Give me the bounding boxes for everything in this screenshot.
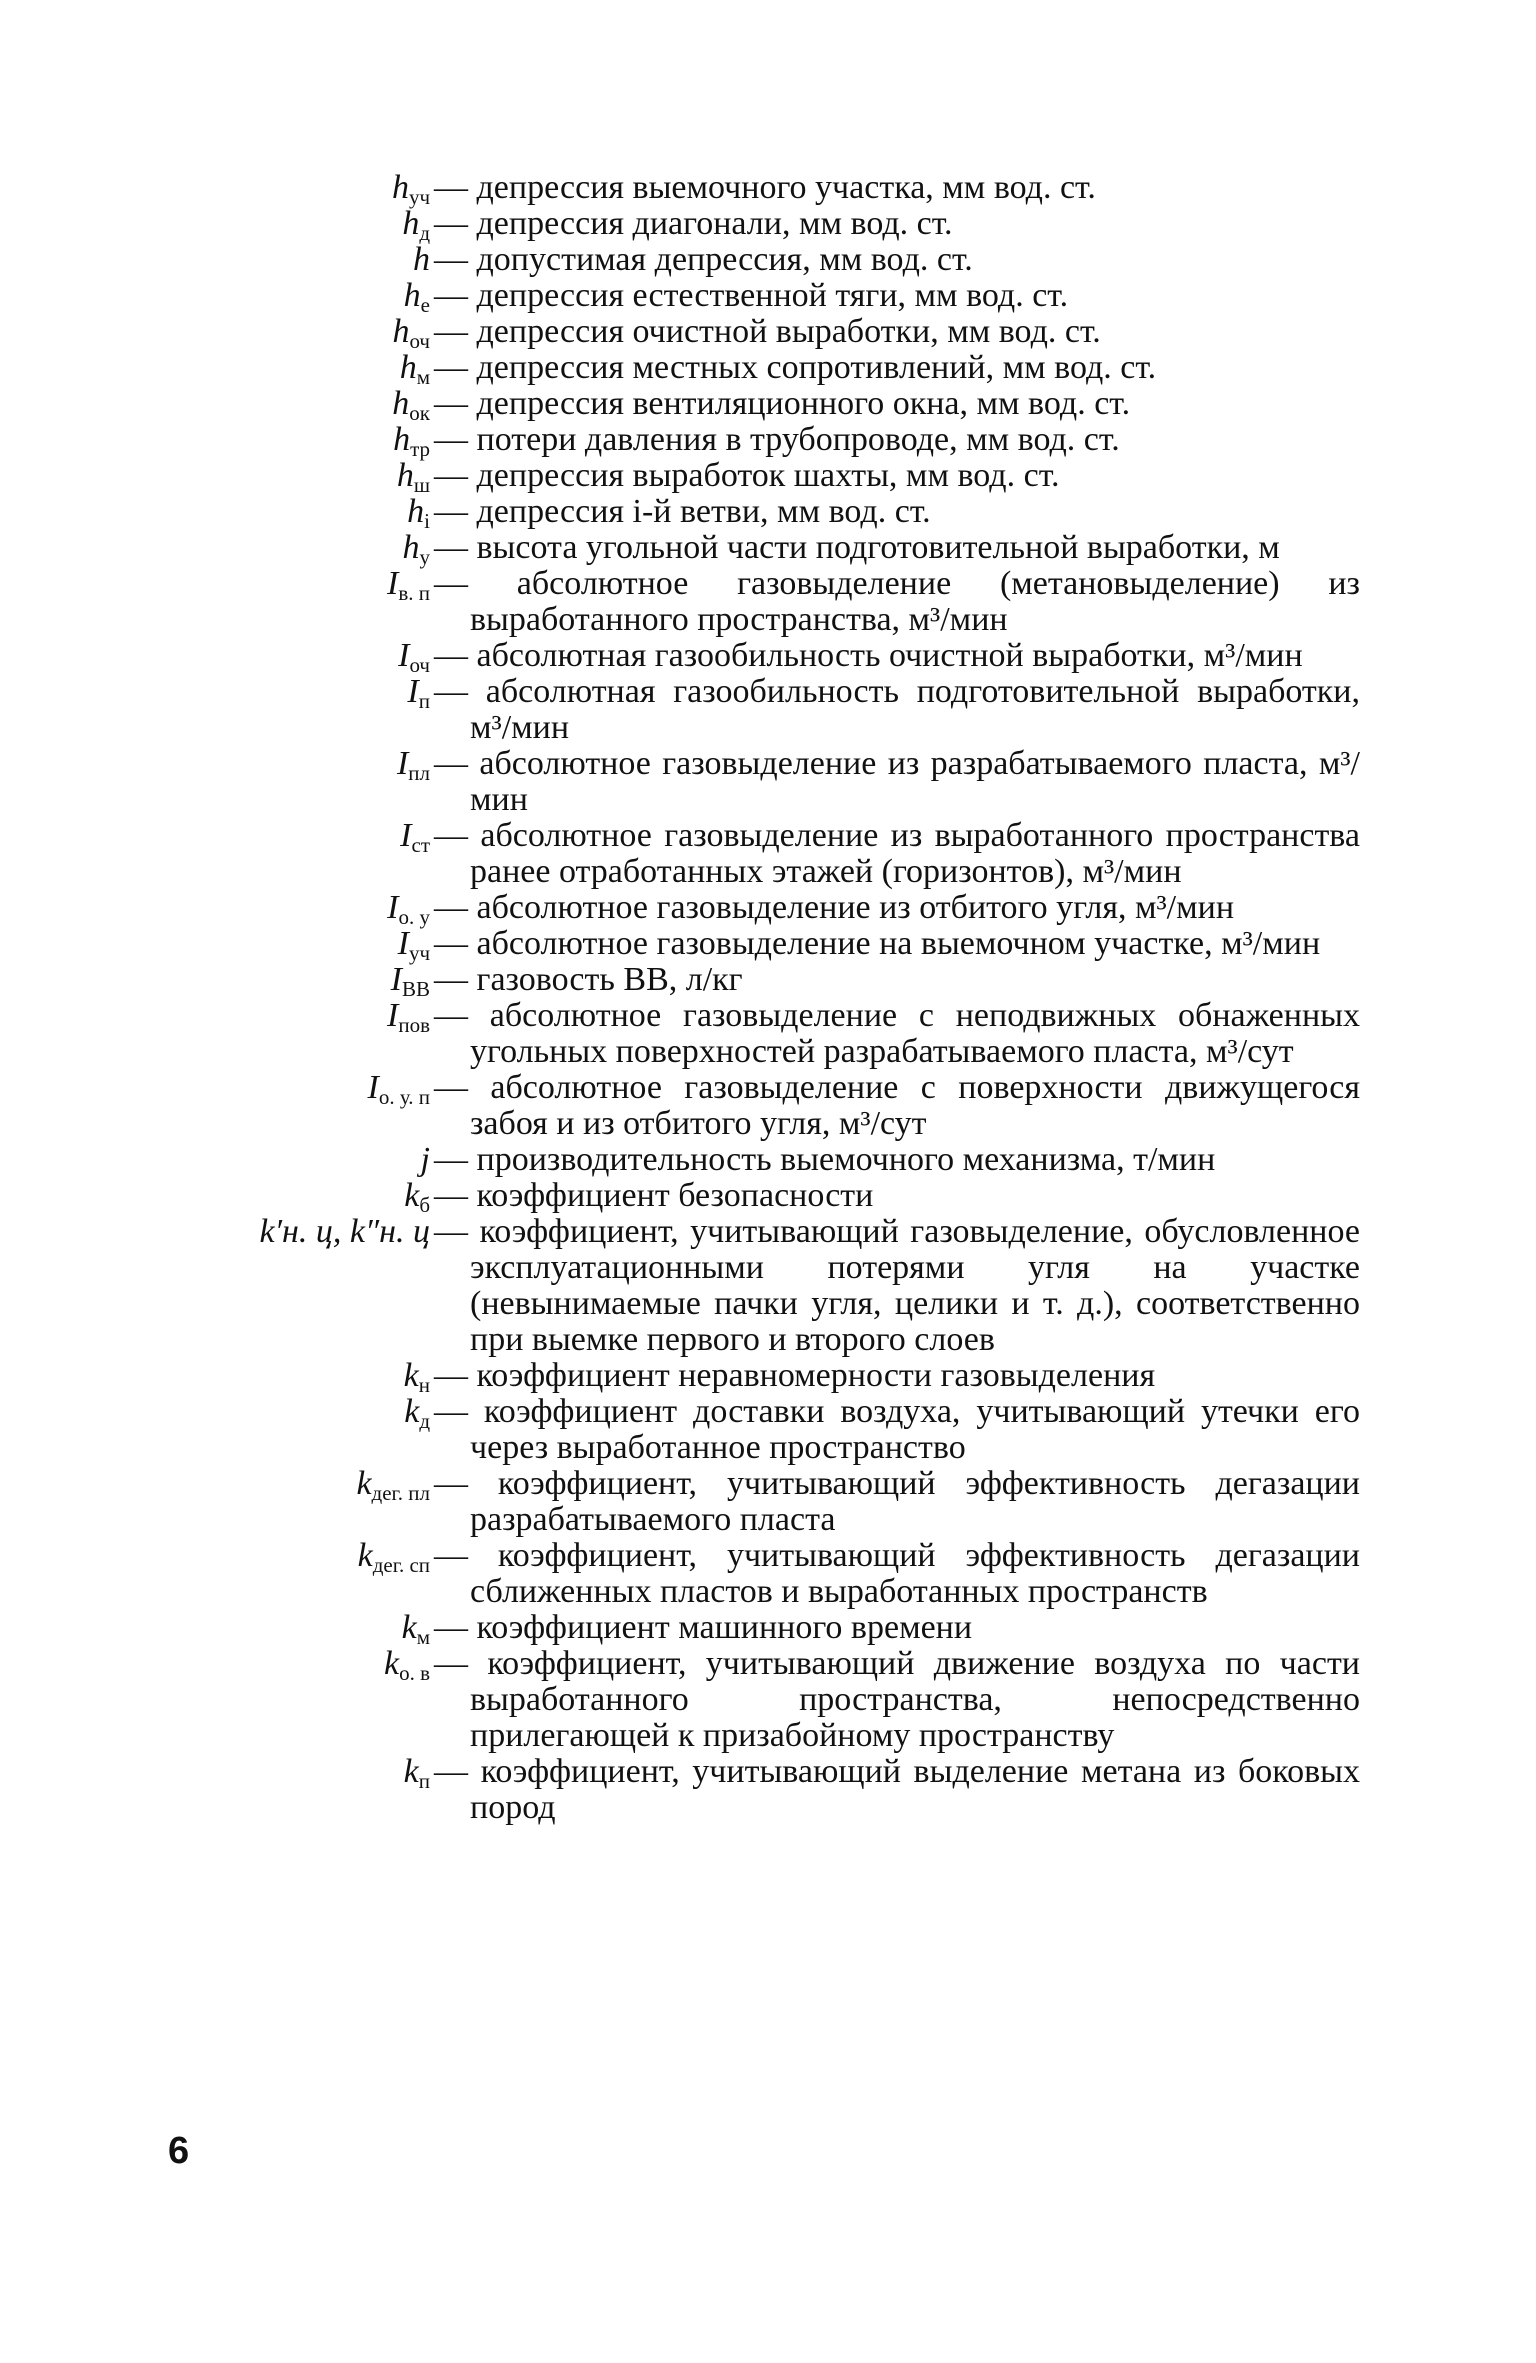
entry-definition: — высота угольной части подготовительной выработки, м bbox=[434, 529, 1280, 566]
glossary-entry bbox=[150, 349, 1360, 389]
entry-definition: — абсолютная газообильность очистной выработки, м³/мин bbox=[434, 637, 1303, 674]
entry-symbol: $I_{пов}$ bbox=[387, 997, 430, 1037]
entry-symbol: $h_{ок}$ bbox=[392, 385, 430, 425]
entry-symbol: $h_{уч}$ bbox=[391, 169, 430, 209]
glossary-entry bbox=[150, 493, 1360, 533]
glossary-entry bbox=[150, 818, 1360, 890]
entry-symbol: $k_{о. в}$ bbox=[383, 1645, 430, 1685]
entry-definition: — депрессия вентиляционного окна, мм вод. ст. bbox=[434, 385, 1131, 422]
glossary-entry bbox=[150, 529, 1360, 569]
glossary-entry bbox=[150, 637, 1360, 677]
entry-symbol: $h_е$ bbox=[403, 277, 430, 317]
entry-symbol: j bbox=[420, 1141, 430, 1178]
entry-symbol: $I_п$ bbox=[407, 673, 430, 713]
entry-definition: — потери давления в трубопроводе, мм вод. ст. bbox=[434, 421, 1120, 458]
entry-definition: — абсолютное газовыделение на выемочном участке, м³/мин bbox=[434, 925, 1321, 962]
glossary-entry bbox=[150, 746, 1360, 818]
entry-definition: — абсолютная газообильность подготовительной выработки, м³/мин bbox=[434, 673, 1360, 746]
entry-symbol: $I_{уч}$ bbox=[397, 925, 430, 965]
entry-symbol: $I_{о. у. п}$ bbox=[367, 1069, 430, 1109]
entry-definition: — коэффициент, учитывающий выделение метана из боковых пород bbox=[434, 1753, 1360, 1826]
entry-symbol: $I_{пл}$ bbox=[396, 745, 430, 785]
entry-definition: — коэффициент, учитывающий эффективность дегазации разрабатываемого пласта bbox=[434, 1465, 1360, 1538]
entry-symbol: $I_{о. у}$ bbox=[387, 889, 430, 929]
entry-definition: — депрессия диагонали, мм вод. ст. bbox=[434, 205, 953, 242]
entry-symbol: $h_{тр}$ bbox=[393, 421, 430, 461]
entry-symbol: $k_{дег. пл}$ bbox=[356, 1465, 430, 1505]
glossary-entry bbox=[150, 205, 1360, 245]
glossary-entry bbox=[150, 1754, 1360, 1826]
entry-definition: — депрессия выемочного участка, мм вод. ст. bbox=[434, 169, 1096, 206]
entry-definition: — депрессия i-й ветви, мм вод. ст. bbox=[434, 493, 931, 530]
entry-definition: — абсолютное газовыделение с неподвижных обнаженных угольных поверхностей разрабатываемого пласта, м³/сут bbox=[434, 997, 1360, 1070]
glossary-entry bbox=[150, 421, 1360, 461]
entry-definition: — депрессия местных сопротивлений, мм вод. ст. bbox=[434, 349, 1157, 386]
glossary-entry bbox=[150, 457, 1360, 497]
entry-symbol: $h_ш$ bbox=[396, 457, 430, 497]
entry-definition: — депрессия выработок шахты, мм вод. ст. bbox=[434, 457, 1060, 494]
entry-symbol: $I_{оч}$ bbox=[398, 637, 430, 677]
glossary-entry bbox=[150, 1214, 1360, 1358]
glossary-entry bbox=[150, 961, 1360, 1001]
glossary-entry bbox=[150, 566, 1360, 638]
symbol-glossary bbox=[150, 170, 1360, 1826]
entry-definition: — производительность выемочного механизма, т/мин bbox=[434, 1141, 1216, 1178]
glossary-entry bbox=[150, 674, 1360, 746]
glossary-entry bbox=[150, 1142, 1360, 1178]
entry-definition: — коэффициент машинного времени bbox=[434, 1609, 973, 1646]
glossary-entry bbox=[150, 1394, 1360, 1466]
entry-symbol: $k_{дег. сп}$ bbox=[357, 1537, 430, 1577]
entry-symbol: $k_н$ bbox=[403, 1357, 430, 1397]
glossary-entry bbox=[150, 1609, 1360, 1649]
entry-definition: — абсолютное газовыделение из разрабатываемого пласта, м³/мин bbox=[434, 745, 1360, 818]
entry-definition: — депрессия очистной выработки, мм вод. ст. bbox=[434, 313, 1101, 350]
entry-definition: — абсолютное газовыделение из отбитого угля, м³/мин bbox=[434, 889, 1235, 926]
glossary-entry bbox=[150, 277, 1360, 317]
glossary-entry bbox=[150, 242, 1360, 278]
entry-symbol: $h_д$ bbox=[402, 205, 430, 245]
glossary-entry bbox=[150, 1466, 1360, 1538]
entry-symbol: $h_{оч}$ bbox=[392, 313, 430, 353]
entry-symbol: $k_б$ bbox=[404, 1177, 430, 1217]
entry-definition: — коэффициент доставки воздуха, учитывающий утечки его через выработанное пространство bbox=[434, 1393, 1360, 1466]
entry-symbol: k′н. ц, k″н. ц bbox=[259, 1213, 430, 1250]
entry-definition: — коэффициент, учитывающий движение воздуха по части выработанного пространства, непосредственно прилегающей к призабойному пространству bbox=[434, 1645, 1360, 1754]
entry-symbol: $k_п$ bbox=[403, 1753, 430, 1793]
entry-symbol: $h_у$ bbox=[402, 529, 430, 569]
glossary-entry bbox=[150, 1357, 1360, 1397]
entry-symbol: $k_м$ bbox=[401, 1609, 430, 1649]
glossary-entry bbox=[150, 1538, 1360, 1610]
entry-definition: — абсолютное газовыделение (метановыделение) из выработанного пространства, м³/мин bbox=[434, 565, 1360, 638]
glossary-entry bbox=[150, 998, 1360, 1070]
glossary-entry bbox=[150, 889, 1360, 929]
entry-symbol: $k_д$ bbox=[404, 1393, 430, 1433]
entry-definition: — депрессия естественной тяги, мм вод. ст. bbox=[434, 277, 1069, 314]
entry-definition: — коэффициент, учитывающий газовыделение, обусловленное эксплуатационными потерями угля на участке (невынимаемые пачки угля, целики и т. д.), соответственно при выемке первого и второго слоев bbox=[434, 1213, 1360, 1358]
entry-definition: — газовость ВВ, л/кг bbox=[434, 961, 743, 998]
entry-symbol: $h_м$ bbox=[399, 349, 430, 389]
entry-symbol: $I_{ст}$ bbox=[400, 817, 430, 857]
entry-definition: — допустимая депрессия, мм вод. ст. bbox=[434, 241, 973, 278]
glossary-entry bbox=[150, 1177, 1360, 1217]
entry-definition: — коэффициент безопасности bbox=[434, 1177, 874, 1214]
glossary-entry bbox=[150, 1070, 1360, 1142]
entry-definition: — коэффициент неравномерности газовыделения bbox=[434, 1357, 1156, 1394]
entry-definition: — абсолютное газовыделение с поверхности движущегося забоя и из отбитого угля, м³/сут bbox=[434, 1069, 1360, 1142]
entry-definition: — коэффициент, учитывающий эффективность дегазации сближенных пластов и выработанных пространств bbox=[434, 1537, 1360, 1610]
glossary-entry bbox=[150, 313, 1360, 353]
entry-symbol: $h_i$ bbox=[407, 493, 430, 533]
glossary-entry bbox=[150, 385, 1360, 425]
page-number: 6 bbox=[168, 2130, 190, 2172]
entry-symbol: h bbox=[413, 241, 430, 278]
glossary-entry bbox=[150, 169, 1360, 209]
entry-symbol: $I_{в. п}$ bbox=[387, 565, 430, 605]
glossary-entry bbox=[150, 1646, 1360, 1754]
entry-symbol: $I_{ВВ}$ bbox=[390, 961, 430, 1001]
glossary-entry bbox=[150, 925, 1360, 965]
entry-definition: — абсолютное газовыделение из выработанного пространства ранее отработанных этажей (горизонтов), м³/мин bbox=[434, 817, 1360, 890]
